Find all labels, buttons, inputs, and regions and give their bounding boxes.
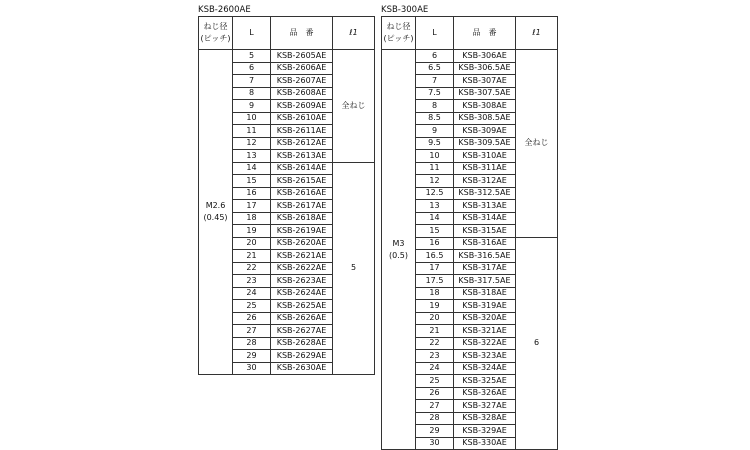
thread-length-cell: 全ねじ [516,50,558,238]
part-number-cell: KSB-320AE [454,312,516,325]
length-cell: 9 [233,100,271,113]
length-cell: 20 [233,237,271,250]
length-cell: 5 [233,50,271,63]
length-cell: 12 [416,175,454,188]
part-number-cell: KSB-319AE [454,300,516,313]
length-cell: 16.5 [416,250,454,263]
length-cell: 21 [416,325,454,338]
length-cell: 22 [233,262,271,275]
size-header-line2: (ピッチ) [383,34,414,43]
part-number-cell: KSB-313AE [454,200,516,213]
part-number-cell: KSB-2622AE [271,262,333,275]
part-number-cell: KSB-316AE [454,237,516,250]
part-number-cell: KSB-315AE [454,225,516,238]
thread-size-cell [199,50,233,375]
length-cell: 6 [233,62,271,75]
length-cell: 9 [416,125,454,138]
part-number-cell: KSB-328AE [454,412,516,425]
length-cell: 23 [233,275,271,288]
left-spec-table [198,16,375,375]
part-number-cell: KSB-2618AE [271,212,333,225]
length-cell: 15 [416,225,454,238]
length-cell: 24 [416,362,454,375]
part-number-cell: KSB-311AE [454,162,516,175]
part-number-cell: KSB-2617AE [271,200,333,213]
part-number-cell: KSB-307AE [454,75,516,88]
length-cell: 8 [416,100,454,113]
thread-size-value: M3 [392,238,405,248]
length-cell: 25 [416,375,454,388]
length-cell: 29 [233,350,271,363]
length-cell: 14 [416,212,454,225]
left-table-caption: KSB-2600AE [198,5,251,15]
length-cell: 29 [416,425,454,438]
length-cell: 16 [233,187,271,200]
part-number-cell: KSB-323AE [454,350,516,363]
part-number-cell: KSB-2608AE [271,87,333,100]
part-number-cell: KSB-2611AE [271,125,333,138]
part-number-cell: KSB-2626AE [271,312,333,325]
length-cell: 8 [233,87,271,100]
length-cell: 17.5 [416,275,454,288]
length-cell: 27 [416,400,454,413]
right-table-caption: KSB-300AE [381,5,429,15]
length-cell: 8.5 [416,112,454,125]
part-number-cell: KSB-2612AE [271,137,333,150]
part-number-cell: KSB-327AE [454,400,516,413]
size-header [382,17,416,50]
part-number-cell: KSB-2629AE [271,350,333,363]
length-cell: 28 [233,337,271,350]
part-number-cell: KSB-2628AE [271,337,333,350]
size-header-line1: ねじ径 [386,22,411,31]
part-number-header: 品 番 [454,17,516,50]
thread-length-cell: 全ねじ [333,50,375,163]
thread-pitch-value: (0.5) [389,250,408,260]
part-number-cell: KSB-326AE [454,387,516,400]
length-cell: 18 [233,212,271,225]
length-cell: 10 [416,150,454,163]
part-number-cell: KSB-2630AE [271,362,333,375]
part-number-cell: KSB-2605AE [271,50,333,63]
length-cell: 10 [233,112,271,125]
header-row [382,17,558,50]
thread-length-header: ℓ1 [516,17,558,50]
part-number-cell: KSB-2615AE [271,175,333,188]
length-cell: 25 [233,300,271,313]
length-cell: 19 [233,225,271,238]
part-number-cell: KSB-307.5AE [454,87,516,100]
length-cell: 28 [416,412,454,425]
table-row [199,50,375,63]
length-cell: 17 [233,200,271,213]
size-header-line2: (ピッチ) [200,34,231,43]
thread-length-cell: 6 [516,237,558,450]
part-number-cell: KSB-2607AE [271,75,333,88]
thread-pitch-value: (0.45) [203,213,228,222]
part-number-cell: KSB-316.5AE [454,250,516,263]
part-number-cell: KSB-309.5AE [454,137,516,150]
part-number-header: 品 番 [271,17,333,50]
length-cell: 16 [416,237,454,250]
length-cell: 6 [416,50,454,63]
length-cell: 24 [233,287,271,300]
length-cell: 7 [416,75,454,88]
part-number-cell: KSB-317.5AE [454,275,516,288]
part-number-cell: KSB-330AE [454,437,516,450]
part-number-cell: KSB-306.5AE [454,62,516,75]
thread-length-cell: 5 [333,162,375,375]
length-cell: 13 [233,150,271,163]
length-cell: 7.5 [416,87,454,100]
part-number-cell: KSB-312AE [454,175,516,188]
part-number-cell: KSB-321AE [454,325,516,338]
part-number-cell: KSB-2613AE [271,150,333,163]
part-number-cell: KSB-2624AE [271,287,333,300]
part-number-cell: KSB-318AE [454,287,516,300]
length-cell: 6.5 [416,62,454,75]
header-row [199,17,375,50]
part-number-cell: KSB-2625AE [271,300,333,313]
length-cell: 30 [233,362,271,375]
part-number-cell: KSB-2620AE [271,237,333,250]
part-number-cell: KSB-2606AE [271,62,333,75]
part-number-cell: KSB-2614AE [271,162,333,175]
part-number-cell: KSB-310AE [454,150,516,163]
part-number-cell: KSB-2616AE [271,187,333,200]
part-number-cell: KSB-329AE [454,425,516,438]
part-number-cell: KSB-306AE [454,50,516,63]
length-cell: 11 [416,162,454,175]
length-cell: 15 [233,175,271,188]
part-number-cell: KSB-2621AE [271,250,333,263]
length-cell: 9.5 [416,137,454,150]
length-cell: 12.5 [416,187,454,200]
length-cell: 21 [233,250,271,263]
part-number-cell: KSB-2610AE [271,112,333,125]
length-header: L [233,17,271,50]
length-cell: 18 [416,287,454,300]
part-number-cell: KSB-308.5AE [454,112,516,125]
thread-length-header: ℓ1 [333,17,375,50]
thread-size-cell [382,50,416,450]
part-number-cell: KSB-322AE [454,337,516,350]
length-cell: 26 [416,387,454,400]
length-cell: 20 [416,312,454,325]
length-cell: 23 [416,350,454,363]
table-row [382,50,558,63]
length-cell: 14 [233,162,271,175]
size-header-line1: ねじ径 [203,22,228,31]
length-header: L [416,17,454,50]
part-number-cell: KSB-2609AE [271,100,333,113]
size-header [199,17,233,50]
part-number-cell: KSB-312.5AE [454,187,516,200]
length-cell: 26 [233,312,271,325]
part-number-cell: KSB-324AE [454,362,516,375]
length-cell: 12 [233,137,271,150]
part-number-cell: KSB-325AE [454,375,516,388]
length-cell: 19 [416,300,454,313]
part-number-cell: KSB-314AE [454,212,516,225]
length-cell: 7 [233,75,271,88]
right-spec-table [381,16,558,450]
length-cell: 13 [416,200,454,213]
part-number-cell: KSB-2627AE [271,325,333,338]
length-cell: 22 [416,337,454,350]
part-number-cell: KSB-309AE [454,125,516,138]
part-number-cell: KSB-2619AE [271,225,333,238]
part-number-cell: KSB-317AE [454,262,516,275]
thread-size-value: M2.6 [205,201,226,210]
part-number-cell: KSB-2623AE [271,275,333,288]
length-cell: 27 [233,325,271,338]
length-cell: 11 [233,125,271,138]
length-cell: 17 [416,262,454,275]
length-cell: 30 [416,437,454,450]
part-number-cell: KSB-308AE [454,100,516,113]
